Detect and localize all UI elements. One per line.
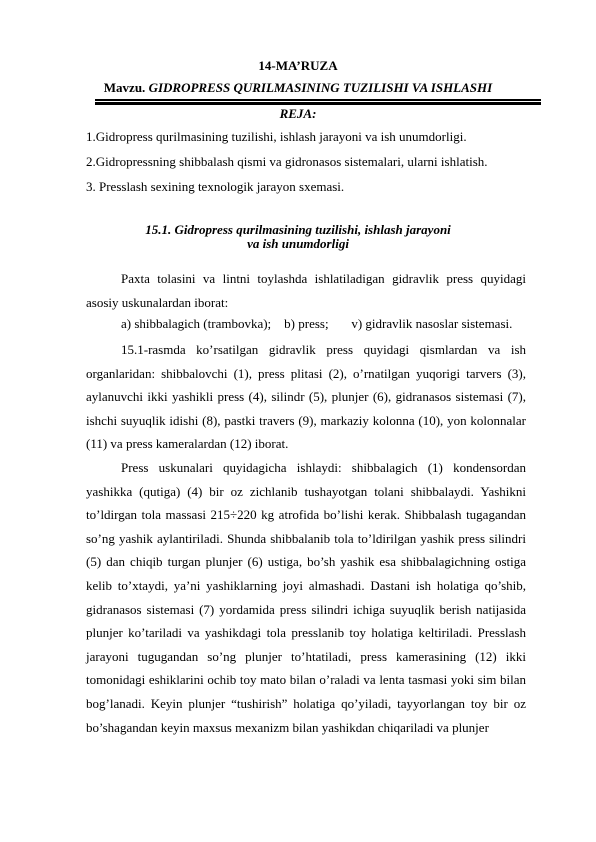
plan-item-2: 2.Gidropressning shibbalash qismi va gidronasos sistemalari, ularni ishlatish. bbox=[86, 154, 488, 169]
lecture-number: 14-MA’RUZA bbox=[258, 58, 338, 73]
option-a: a) shibbalagich (trambovka); bbox=[121, 316, 272, 331]
paragraph-components: 15.1-rasmda ko’rsatilgan gidravlik press quyidagi qismlardan va ish organlaridan: shibbalovchi (1), press plitasi (2), o’rnatilgan yuqorigi tarvers (3), aylanuvchi ikki yashikli press (4), silindr (5), plunjer (6), gidranasos sistemasi (7), ishchi suyuqlik idishi (8), pastki travers (9), markaziy kolonna (10), yon kolonnalar (11) va press kameralardan (12) iborat. bbox=[86, 342, 526, 452]
plan-item-1: 1.Gidropress qurilmasining tuzilishi, ishlash jarayoni va ish unumdorligi. bbox=[86, 129, 467, 144]
section-title-line-1: 15.1. Gidropress qurilmasining tuzilishi, ishlash jarayoni bbox=[145, 222, 451, 237]
plan-title: REJA: bbox=[279, 106, 317, 121]
heading-rule-thick bbox=[95, 102, 541, 105]
heading-rule-thin bbox=[95, 99, 541, 101]
section-title-line-2: va ish unumdorligi bbox=[247, 236, 349, 251]
option-b: b) press; bbox=[284, 316, 329, 331]
topic-heading bbox=[0, 80, 596, 96]
paragraph-operation: Press uskunalari quyidagicha ishlaydi: shibbalagich (1) kondensordan yashikka (qutiga) (4) bir oz zichlanib tushayotgan tolani shibbalaydi. Yashikni to’ldirgan tola massasi 215÷220 kg atrofida bo’lishi kerak. Shibbalash tugagandan so’ng yashik aylantiriladi. Shunda shibbalanib tola to’ldirilgan yashik press silindri (5) dan chiqib turgan plunjer (6) ustiga, bo’sh yashik esa shibbalagichning ostiga kelib to’xtaydi, ya’ni yashiklarning joyi almashadi. Dastani ish holatiga qo’shib, gidranasos sistemasi (7) yordamida press silindri ichiga suyuqlik berish natijasida plunjer ko’tariladi va yashikdagi tola presslanib toy holatiga keltiriladi. Presslash jarayoni tugugandan so’ng plunjer to’htatiladi, press kamerasining (12) ikki tomonidagi eshiklarini ochib toy mato bilan o’raladi va lenta tasmasi yoki sim bilan bog’lanadi. Keyin plunjer “tushirish” holatiga qo’yiladi, tayyorlangan toy bir oz bo’shagandan keyin maxsus mexanizm bilan yashikdan chiqariladi va plunjer bbox=[86, 460, 526, 735]
paragraph-equipment: Paxta tolasini va lintni toylashda ishlatiladigan gidravlik press quyidagi asosiy uskunalardan iborat: bbox=[86, 271, 526, 310]
topic-title: GIDROPRESS QURILMASINING TUZILISHI VA ISHLASHI bbox=[148, 80, 493, 95]
option-c: v) gidravlik nasoslar sistemasi. bbox=[351, 316, 513, 331]
topic-prefix: Mavzu. bbox=[103, 80, 146, 95]
equipment-options bbox=[121, 316, 512, 332]
plan-item-3: 3. Presslash sexining texnologik jarayon sxemasi. bbox=[86, 179, 345, 194]
